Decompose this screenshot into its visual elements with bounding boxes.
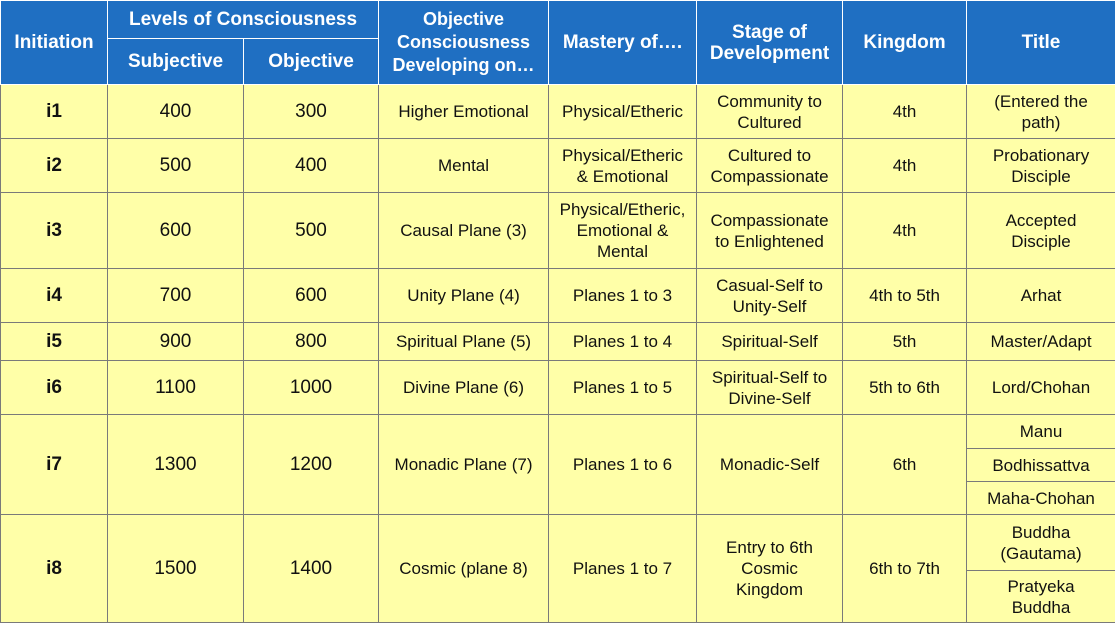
header-line: Developing on… [383,54,544,77]
objective-cell: 500 [244,193,379,269]
developing-cell: Cosmic (plane 8) [379,515,549,623]
cell-line: to Enlightened [701,231,838,252]
kingdom-cell: 4th [843,139,967,193]
cell-line: Casual-Self to [701,275,838,296]
table-body [1,85,1115,623]
kingdom-cell: 4th [843,193,967,269]
cell-line: Disciple [971,166,1111,187]
cell-line: Physical/Etheric [553,101,692,122]
initiation-cell: i4 [1,269,108,323]
kingdom-cell: 6th to 7th [843,515,967,623]
cell-line: Planes 1 to 7 [553,558,692,579]
subjective-cell: 1500 [108,515,244,623]
title-cell [967,361,1115,415]
subjective-cell: 1300 [108,415,244,515]
cell-line: Cultured [701,112,838,133]
initiation-cell: i1 [1,85,108,139]
subjective-cell: 500 [108,139,244,193]
kingdom-cell: 4th to 5th [843,269,967,323]
objective-cell: 400 [244,139,379,193]
mastery-cell [549,323,697,361]
header-line: Consciousness [383,31,544,54]
cell-line: Pratyeka [971,576,1111,597]
header-mastery: Mastery of…. [549,1,697,85]
kingdom-cell: 5th to 6th [843,361,967,415]
title-cell [967,449,1115,482]
subjective-cell: 600 [108,193,244,269]
cell-line: Master/Adapt [971,331,1111,352]
table-row [1,415,1115,449]
stage-cell [697,361,843,415]
mastery-cell [549,415,697,515]
stage-cell [697,139,843,193]
stage-cell [697,515,843,623]
stage-cell [697,323,843,361]
objective-cell: 800 [244,323,379,361]
cell-line: (Entered the [971,91,1111,112]
table-row [1,269,1115,323]
title-cell [967,482,1115,515]
header-line: Objective [383,8,544,31]
mastery-cell [549,85,697,139]
initiation-cell: i2 [1,139,108,193]
mastery-cell [549,269,697,323]
cell-line: Buddha [971,597,1111,618]
title-cell [967,139,1115,193]
cell-line: Physical/Etheric, [553,199,692,220]
cell-line: Spiritual-Self [701,331,838,352]
subjective-cell: 1100 [108,361,244,415]
title-cell [967,193,1115,269]
cell-line: Manu [971,421,1111,442]
cell-line: Planes 1 to 6 [553,454,692,475]
table-row [1,193,1115,269]
cell-line: Disciple [971,231,1111,252]
cell-line: Emotional & [553,220,692,241]
title-cell [967,571,1115,623]
developing-cell: Higher Emotional [379,85,549,139]
cell-line: Maha-Chohan [971,488,1111,509]
developing-cell: Divine Plane (6) [379,361,549,415]
cell-line: Unity-Self [701,296,838,317]
cell-line: Spiritual-Self to [701,367,838,388]
mastery-cell [549,361,697,415]
mastery-cell [549,193,697,269]
mastery-cell [549,139,697,193]
cell-line: Planes 1 to 4 [553,331,692,352]
initiation-cell: i8 [1,515,108,623]
table-row [1,85,1115,139]
header-line: Stage of [701,22,838,43]
cell-line: Physical/Etheric [553,145,692,166]
initiation-cell: i5 [1,323,108,361]
cell-line: Probationary [971,145,1111,166]
cell-line: Cosmic [701,558,838,579]
kingdom-cell: 5th [843,323,967,361]
objective-cell: 1000 [244,361,379,415]
header-stage [697,1,843,85]
developing-cell: Unity Plane (4) [379,269,549,323]
objective-cell: 300 [244,85,379,139]
header-line: Development [701,43,838,64]
cell-line: Bodhissattva [971,455,1111,476]
table-row [1,139,1115,193]
cell-line: Arhat [971,285,1111,306]
title-cell [967,415,1115,449]
stage-cell [697,269,843,323]
cell-line: & Emotional [553,166,692,187]
header-objective-developing [379,1,549,85]
header-levels-of-consciousness: Levels of Consciousness [108,1,379,39]
title-cell [967,85,1115,139]
subjective-cell: 400 [108,85,244,139]
header-title: Title [967,1,1115,85]
cell-line: Mental [553,241,692,262]
stage-cell [697,415,843,515]
mastery-cell [549,515,697,623]
title-cell [967,515,1115,571]
cell-line: Entry to 6th [701,537,838,558]
developing-cell: Monadic Plane (7) [379,415,549,515]
stage-cell [697,85,843,139]
title-cell [967,269,1115,323]
cell-line: Lord/Chohan [971,377,1111,398]
cell-line: path) [971,112,1111,133]
kingdom-cell: 4th [843,85,967,139]
stage-cell [697,193,843,269]
initiation-cell: i3 [1,193,108,269]
initiation-cell: i6 [1,361,108,415]
cell-line: Compassionate [701,166,838,187]
developing-cell: Mental [379,139,549,193]
cell-line: Planes 1 to 5 [553,377,692,398]
cell-line: Accepted [971,210,1111,231]
table-row [1,515,1115,571]
title-cell [967,323,1115,361]
objective-cell: 1400 [244,515,379,623]
cell-line: Community to [701,91,838,112]
cell-line: Monadic-Self [701,454,838,475]
header-objective: Objective [244,39,379,85]
objective-cell: 600 [244,269,379,323]
header-kingdom: Kingdom [843,1,967,85]
cell-line: Compassionate [701,210,838,231]
cell-line: Cultured to [701,145,838,166]
subjective-cell: 700 [108,269,244,323]
developing-cell: Spiritual Plane (5) [379,323,549,361]
cell-line: Planes 1 to 3 [553,285,692,306]
header-initiation: Initiation [1,1,108,85]
objective-cell: 1200 [244,415,379,515]
header-subjective: Subjective [108,39,244,85]
cell-line: Divine-Self [701,388,838,409]
cell-line: (Gautama) [971,543,1111,564]
cell-line: Buddha [971,522,1111,543]
initiation-cell: i7 [1,415,108,515]
kingdom-cell: 6th [843,415,967,515]
developing-cell: Causal Plane (3) [379,193,549,269]
table-row [1,361,1115,415]
cell-line: Kingdom [701,579,838,600]
subjective-cell: 900 [108,323,244,361]
table-row [1,323,1115,361]
